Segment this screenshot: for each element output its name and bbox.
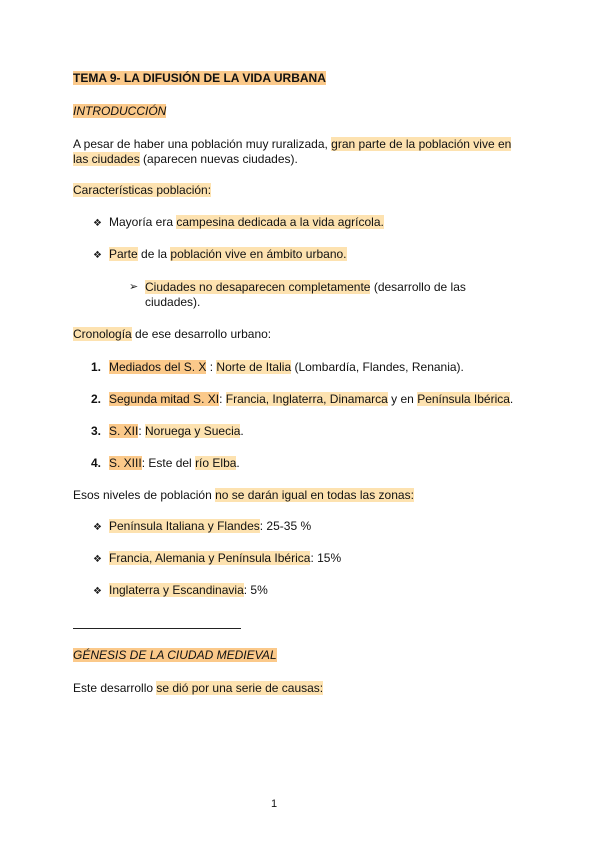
intro-line-1: A pesar de haber una población muy ruralizada, gran parte de la población vive en — [73, 137, 512, 151]
list-number: 3. — [91, 424, 102, 438]
cronologia-heading: Cronología de ese desarrollo urbano: — [73, 327, 272, 341]
document-title: TEMA 9- LA DIFUSIÓN DE LA VIDA URBANA — [73, 71, 326, 85]
caracteristicas-subitem-line-2: ciudades). — [145, 295, 201, 309]
list-number: 4. — [91, 456, 102, 470]
genesis-paragraph: Este desarrollo se dió por una serie de causas: — [73, 681, 324, 695]
cronologia-item-4: S. XIII: Este del río Elba. — [109, 456, 240, 470]
cronologia-item-1: Mediados del S. X : Norte de Italia (Lombardía, Flandes, Renania). — [109, 360, 464, 374]
caracteristicas-heading: Características población: — [73, 183, 212, 197]
niveles-item-1: Península Italiana y Flandes: 25-35 % — [109, 519, 312, 533]
cronologia-item-2: Segunda mitad S. XI: Francia, Inglaterra, Dinamarca y en Península Ibérica. — [109, 392, 514, 406]
section-divider — [73, 628, 241, 629]
page-number: 1 — [271, 798, 278, 810]
intro-heading: INTRODUCCIÓN — [73, 104, 167, 118]
list-number: 2. — [91, 392, 102, 406]
list-number: 1. — [91, 360, 102, 374]
genesis-heading: GÉNESIS DE LA CIUDAD MEDIEVAL — [73, 648, 277, 662]
arrowhead-bullet-icon: ➢ — [129, 281, 139, 293]
caracteristicas-subitem-line-1: Ciudades no desaparecen completamente (desarrollo de las — [145, 280, 466, 294]
niveles-item-2: Francia, Alemania y Península Ibérica: 15% — [109, 551, 342, 565]
diamond-bullet-icon: ❖ — [93, 554, 102, 565]
diamond-bullet-icon: ❖ — [93, 522, 102, 533]
niveles-paragraph: Esos niveles de población no se darán igual en todas las zonas: — [73, 488, 414, 502]
diamond-bullet-icon: ❖ — [93, 250, 102, 261]
diamond-bullet-icon: ❖ — [93, 218, 102, 229]
caracteristicas-item-2: Parte de la población vive en ámbito urbano. — [109, 247, 347, 261]
intro-line-2: las ciudades (aparecen nuevas ciudades). — [73, 152, 298, 166]
caracteristicas-item-1: Mayoría era campesina dedicada a la vida agrícola. — [109, 215, 384, 229]
cronologia-item-3: S. XII: Noruega y Suecia. — [109, 424, 244, 438]
niveles-item-3: Inglaterra y Escandinavia: 5% — [109, 583, 268, 597]
diamond-bullet-icon: ❖ — [93, 586, 102, 597]
